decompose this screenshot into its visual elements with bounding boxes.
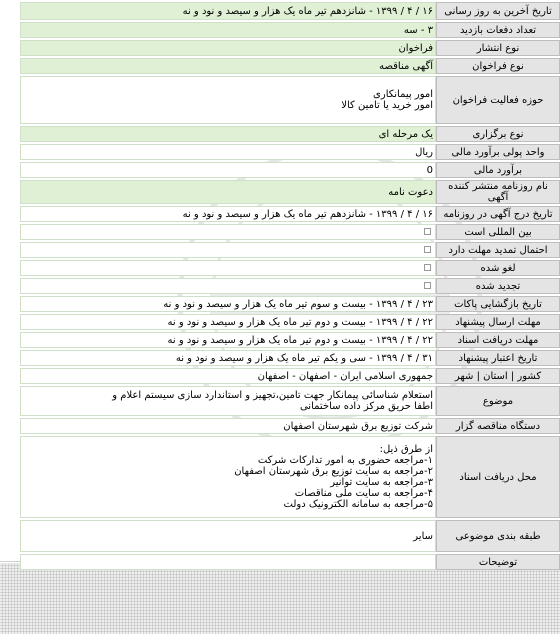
label-opening-date: تاریخ بازگشایی پاکات [436,296,560,312]
row-publish-type [20,40,560,56]
row-holding-type [20,126,560,142]
row-location [20,368,560,384]
document-location-line: از طرق ذیل: [379,444,433,455]
value-subject [20,386,436,416]
row-validity-date [20,350,560,366]
value-currency: ریال [20,144,436,160]
label-visit-count: تعداد دفعات بازدید [436,22,560,38]
label-international: بین المللی است [436,224,560,240]
subject-line: اطفا حریق مرکز داده ساختمانی [299,401,433,412]
value-renewed [20,278,436,294]
footer-pattern-band [0,563,560,634]
activity-area-line: امور خرید یا تامین کالا [341,100,433,111]
label-activity-area: حوزه فعالیت فراخوان [436,76,560,124]
row-cancelled [20,260,560,276]
label-location: کشور | استان | شهر [436,368,560,384]
extension-checkbox [424,246,431,253]
row-extension [20,242,560,258]
value-last-update: ۱۶ / ۴ / ۱۳۹۹ - شانزدهم تیر ماه یک هزار و سیصد و نود و نه [20,2,436,20]
row-call-type [20,58,560,74]
document-location-line: ۵-مراجعه به سامانه الکترونیک دولت [283,499,433,510]
label-classification: طبقه بندی موضوعی [436,520,560,552]
value-newspaper: دعوت نامه [20,180,436,204]
row-subject [20,386,560,416]
value-validity-date: ۳۱ / ۴ / ۱۳۹۹ - سی و یکم تیر ماه یک هزار و سیصد و نود و نه [20,350,436,366]
label-validity-date: تاریخ اعتبار پیشنهاد [436,350,560,366]
label-documents-deadline: مهلت دریافت اسناد [436,332,560,348]
row-description [20,554,560,570]
row-organizer [20,418,560,434]
value-documents-deadline: ۲۲ / ۴ / ۱۳۹۹ - بیست و دوم تیر ماه یک هزار و سیصد و نود و نه [20,332,436,348]
label-extension: احتمال تمدید مهلت دارد [436,242,560,258]
value-location: جمهوری اسلامی ایران - اصفهان - اصفهان [20,368,436,384]
label-estimate: برآورد مالی [436,162,560,178]
value-classification: سایر [20,520,436,552]
row-international [20,224,560,240]
label-submission-deadline: مهلت ارسال پیشنهاد [436,314,560,330]
row-currency [20,144,560,160]
label-renewed: تجدید شده [436,278,560,294]
row-newspaper-date [20,206,560,222]
value-description [20,554,436,570]
value-estimate: 0 [20,162,436,178]
value-organizer: شرکت توزیع برق شهرستان اصفهان [20,418,436,434]
label-subject: موضوع [436,386,560,416]
label-publish-type: نوع انتشار [436,40,560,56]
row-last-update [20,2,560,20]
value-extension [20,242,436,258]
cancelled-checkbox [424,264,431,271]
tender-info-table [20,0,560,572]
label-call-type: نوع فراخوان [436,58,560,74]
label-last-update: تاریخ آخرین به روز رسانی [436,2,560,20]
subject-line: استعلام شناسائی پیمانکار جهت تامین،تجهیز و استاندارد سازی سیستم اعلام و [112,390,433,401]
label-currency: واحد پولی برآورد مالی [436,144,560,160]
row-classification [20,520,560,552]
value-call-type: آگهی مناقصه [20,58,436,74]
row-activity-area [20,76,560,124]
row-submission-deadline [20,314,560,330]
label-document-location: محل دریافت اسناد [436,436,560,518]
document-location-line: ۴-مراجعه به سایت ملی مناقصات [294,488,433,499]
label-cancelled: لغو شده [436,260,560,276]
value-newspaper-date: ۱۶ / ۴ / ۱۳۹۹ - شانزدهم تیر ماه یک هزار و سیصد و نود و نه [20,206,436,222]
label-newspaper-date: تاریخ درج آگهی در روزنامه [436,206,560,222]
label-holding-type: نوع برگزاری [436,126,560,142]
value-visit-count: ۳ - سه [20,22,436,38]
document-location-line: ۲-مراجعه به سایت توزیع برق شهرستان اصفهان [234,466,433,477]
value-document-location [20,436,436,518]
label-description: توضیحات [436,554,560,570]
international-checkbox [424,228,431,235]
row-opening-date [20,296,560,312]
label-newspaper: نام روزنامه منتشر کننده آگهی [436,180,560,204]
activity-area-line: امور پیمانکاری [373,89,433,100]
value-submission-deadline: ۲۲ / ۴ / ۱۳۹۹ - بیست و دوم تیر ماه یک هزار و سیصد و نود و نه [20,314,436,330]
value-international [20,224,436,240]
document-location-line: ۱-مراجعه حضوری به امور تدارکات شرکت [257,455,433,466]
value-holding-type: یک مرحله ای [20,126,436,142]
row-visit-count [20,22,560,38]
row-newspaper [20,180,560,204]
value-cancelled [20,260,436,276]
label-organizer: دستگاه مناقصه گزار [436,418,560,434]
renewed-checkbox [424,282,431,289]
value-activity-area [20,76,436,124]
row-documents-deadline [20,332,560,348]
document-location-line: ۳-مراجعه به سایت توانیر [330,477,433,488]
row-estimate [20,162,560,178]
value-publish-type: فراخوان [20,40,436,56]
row-document-location [20,436,560,518]
value-opening-date: ۲۳ / ۴ / ۱۳۹۹ - بیست و سوم تیر ماه یک هزار و سیصد و نود و نه [20,296,436,312]
row-renewed [20,278,560,294]
